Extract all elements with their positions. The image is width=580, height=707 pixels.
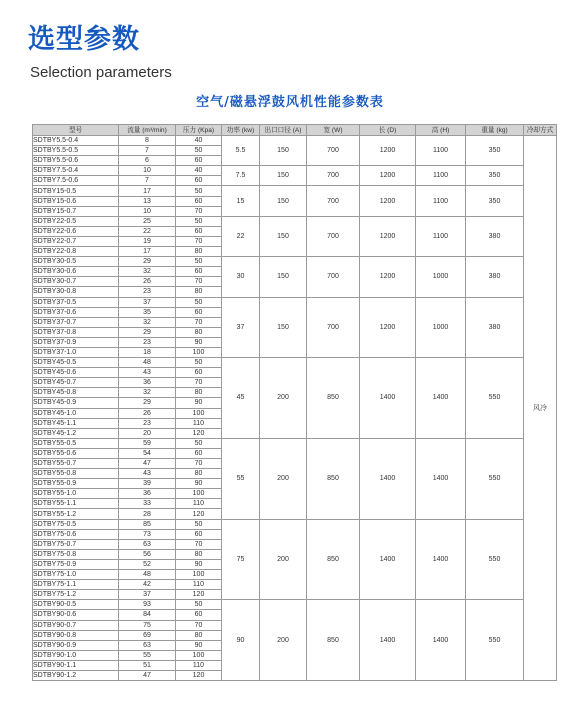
table-row xyxy=(33,438,557,448)
cell-width: 850 xyxy=(307,519,360,600)
cell-flow: 48 xyxy=(119,358,176,368)
cell-model: SDTBY37-0.7 xyxy=(33,317,119,327)
cell-model: SDTBY30-0.5 xyxy=(33,257,119,267)
cell-pressure: 80 xyxy=(176,247,222,257)
cell-model: SDTBY55-0.8 xyxy=(33,469,119,479)
cell-weight: 350 xyxy=(466,186,524,216)
cell-length: 1400 xyxy=(360,438,416,519)
cell-flow: 10 xyxy=(119,206,176,216)
cell-pressure: 90 xyxy=(176,640,222,650)
header-length: 长 (D) xyxy=(360,125,416,136)
cell-width: 700 xyxy=(307,186,360,216)
cell-pressure: 80 xyxy=(176,549,222,559)
header-weight: 重量 (kg) xyxy=(466,125,524,136)
cell-model: SDTBY22-0.7 xyxy=(33,236,119,246)
cell-model: SDTBY75-0.6 xyxy=(33,529,119,539)
cell-pressure: 120 xyxy=(176,670,222,680)
cell-cooling: 风冷 xyxy=(524,136,557,681)
cell-flow: 32 xyxy=(119,317,176,327)
cell-weight: 550 xyxy=(466,438,524,519)
cell-pressure: 50 xyxy=(176,519,222,529)
cell-height: 1400 xyxy=(416,358,466,439)
cell-pressure: 40 xyxy=(176,166,222,176)
cell-length: 1400 xyxy=(360,519,416,600)
table-row xyxy=(33,257,557,267)
cell-power: 15 xyxy=(222,186,260,216)
cell-model: SDTBY30-0.8 xyxy=(33,287,119,297)
cell-flow: 20 xyxy=(119,428,176,438)
cell-flow: 51 xyxy=(119,660,176,670)
cell-model: SDTBY90-0.6 xyxy=(33,610,119,620)
cell-model: SDTBY30-0.6 xyxy=(33,267,119,277)
cell-pressure: 90 xyxy=(176,337,222,347)
cell-flow: 48 xyxy=(119,570,176,580)
cell-width: 700 xyxy=(307,166,360,186)
cell-model: SDTBY22-0.8 xyxy=(33,247,119,257)
cell-length: 1400 xyxy=(360,358,416,439)
cell-model: SDTBY90-0.5 xyxy=(33,600,119,610)
cell-pressure: 110 xyxy=(176,499,222,509)
cell-height: 1400 xyxy=(416,519,466,600)
cell-model: SDTBY55-0.6 xyxy=(33,448,119,458)
cell-model: SDTBY7.5-0.6 xyxy=(33,176,119,186)
cell-flow: 18 xyxy=(119,347,176,357)
cell-model: SDTBY75-0.9 xyxy=(33,559,119,569)
cell-length: 1200 xyxy=(360,216,416,256)
cell-width: 700 xyxy=(307,216,360,256)
cell-outlet: 150 xyxy=(260,216,307,256)
cell-model: SDTBY45-0.7 xyxy=(33,378,119,388)
cell-pressure: 60 xyxy=(176,307,222,317)
cell-pressure: 60 xyxy=(176,196,222,206)
cell-length: 1400 xyxy=(360,600,416,681)
cell-pressure: 60 xyxy=(176,176,222,186)
cell-model: SDTBY55-0.7 xyxy=(33,459,119,469)
cell-outlet: 150 xyxy=(260,136,307,166)
cell-flow: 6 xyxy=(119,156,176,166)
cell-flow: 56 xyxy=(119,549,176,559)
cell-pressure: 50 xyxy=(176,186,222,196)
cell-outlet: 200 xyxy=(260,519,307,600)
header-width: 宽 (W) xyxy=(307,125,360,136)
cell-flow: 28 xyxy=(119,509,176,519)
cell-pressure: 70 xyxy=(176,539,222,549)
cell-model: SDTBY55-1.1 xyxy=(33,499,119,509)
cell-flow: 29 xyxy=(119,327,176,337)
cell-weight: 550 xyxy=(466,358,524,439)
cell-pressure: 100 xyxy=(176,408,222,418)
cell-length: 1200 xyxy=(360,186,416,216)
cell-model: SDTBY75-1.0 xyxy=(33,570,119,580)
cell-flow: 93 xyxy=(119,600,176,610)
cell-model: SDTBY90-0.9 xyxy=(33,640,119,650)
cell-pressure: 70 xyxy=(176,459,222,469)
cell-model: SDTBY75-1.1 xyxy=(33,580,119,590)
cell-length: 1200 xyxy=(360,166,416,186)
header-height: 高 (H) xyxy=(416,125,466,136)
cell-power: 7.5 xyxy=(222,166,260,186)
cell-model: SDTBY45-0.9 xyxy=(33,398,119,408)
cell-flow: 17 xyxy=(119,247,176,257)
cell-pressure: 40 xyxy=(176,136,222,146)
cell-model: SDTBY37-0.8 xyxy=(33,327,119,337)
cell-weight: 550 xyxy=(466,519,524,600)
cell-pressure: 60 xyxy=(176,610,222,620)
cell-width: 700 xyxy=(307,136,360,166)
cell-pressure: 50 xyxy=(176,257,222,267)
cell-model: SDTBY55-0.5 xyxy=(33,438,119,448)
cell-flow: 84 xyxy=(119,610,176,620)
cell-outlet: 200 xyxy=(260,600,307,681)
cell-power: 37 xyxy=(222,297,260,358)
cell-model: SDTBY22-0.6 xyxy=(33,226,119,236)
cell-pressure: 100 xyxy=(176,570,222,580)
cell-model: SDTBY55-1.0 xyxy=(33,489,119,499)
cell-flow: 26 xyxy=(119,277,176,287)
cell-flow: 43 xyxy=(119,469,176,479)
cell-flow: 37 xyxy=(119,590,176,600)
cell-model: SDTBY15-0.7 xyxy=(33,206,119,216)
table-row xyxy=(33,600,557,610)
cell-pressure: 70 xyxy=(176,620,222,630)
cell-flow: 17 xyxy=(119,186,176,196)
cell-model: SDTBY55-1.2 xyxy=(33,509,119,519)
cell-pressure: 70 xyxy=(176,378,222,388)
cell-model: SDTBY45-1.2 xyxy=(33,428,119,438)
cell-pressure: 80 xyxy=(176,327,222,337)
cell-pressure: 70 xyxy=(176,206,222,216)
cell-flow: 73 xyxy=(119,529,176,539)
cell-pressure: 110 xyxy=(176,660,222,670)
cell-flow: 26 xyxy=(119,408,176,418)
header-pressure: 压力 (Kpa) xyxy=(176,125,222,136)
cell-model: SDTBY55-0.9 xyxy=(33,479,119,489)
cell-flow: 22 xyxy=(119,226,176,236)
cell-power: 30 xyxy=(222,257,260,297)
table-row xyxy=(33,297,557,307)
cell-pressure: 60 xyxy=(176,156,222,166)
cell-model: SDTBY45-1.0 xyxy=(33,408,119,418)
cell-flow: 7 xyxy=(119,176,176,186)
table-row xyxy=(33,166,557,176)
cell-model: SDTBY15-0.5 xyxy=(33,186,119,196)
cell-flow: 47 xyxy=(119,670,176,680)
cell-flow: 23 xyxy=(119,337,176,347)
cell-height: 1400 xyxy=(416,438,466,519)
page-title: 选型参数 xyxy=(28,24,140,55)
cell-weight: 550 xyxy=(466,600,524,681)
table-title: 空气/磁悬浮鼓风机性能参数表 xyxy=(196,95,384,110)
table-row xyxy=(33,186,557,196)
cell-power: 22 xyxy=(222,216,260,256)
cell-pressure: 50 xyxy=(176,146,222,156)
cell-pressure: 50 xyxy=(176,358,222,368)
table-row xyxy=(33,519,557,529)
header-flow: 流量 (m³/min) xyxy=(119,125,176,136)
cell-model: SDTBY75-0.8 xyxy=(33,549,119,559)
cell-height: 1400 xyxy=(416,600,466,681)
cell-length: 1200 xyxy=(360,297,416,358)
cell-outlet: 150 xyxy=(260,186,307,216)
cell-pressure: 100 xyxy=(176,347,222,357)
cell-flow: 29 xyxy=(119,257,176,267)
cell-flow: 75 xyxy=(119,620,176,630)
cell-flow: 42 xyxy=(119,580,176,590)
cell-pressure: 60 xyxy=(176,529,222,539)
header-outlet: 出口口径 (A) xyxy=(260,125,307,136)
spec-table xyxy=(32,124,557,681)
cell-power: 45 xyxy=(222,358,260,439)
cell-model: SDTBY15-0.6 xyxy=(33,196,119,206)
cell-model: SDTBY45-0.6 xyxy=(33,368,119,378)
cell-power: 5.5 xyxy=(222,136,260,166)
cell-flow: 8 xyxy=(119,136,176,146)
cell-flow: 39 xyxy=(119,479,176,489)
cell-length: 1200 xyxy=(360,257,416,297)
cell-model: SDTBY7.5-0.4 xyxy=(33,166,119,176)
cell-pressure: 50 xyxy=(176,216,222,226)
cell-width: 850 xyxy=(307,600,360,681)
cell-height: 1000 xyxy=(416,297,466,358)
cell-model: SDTBY90-0.8 xyxy=(33,630,119,640)
cell-flow: 63 xyxy=(119,640,176,650)
cell-flow: 69 xyxy=(119,630,176,640)
cell-model: SDTBY45-0.5 xyxy=(33,358,119,368)
cell-model: SDTBY45-0.8 xyxy=(33,388,119,398)
cell-pressure: 60 xyxy=(176,368,222,378)
cell-weight: 350 xyxy=(466,166,524,186)
cell-model: SDTBY22-0.5 xyxy=(33,216,119,226)
cell-power: 90 xyxy=(222,600,260,681)
cell-flow: 47 xyxy=(119,459,176,469)
cell-height: 1000 xyxy=(416,257,466,297)
table-row xyxy=(33,358,557,368)
cell-flow: 43 xyxy=(119,368,176,378)
cell-flow: 36 xyxy=(119,489,176,499)
cell-flow: 35 xyxy=(119,307,176,317)
cell-model: SDTBY37-1.0 xyxy=(33,347,119,357)
cell-flow: 52 xyxy=(119,559,176,569)
cell-pressure: 50 xyxy=(176,297,222,307)
cell-pressure: 80 xyxy=(176,469,222,479)
cell-model: SDTBY75-0.7 xyxy=(33,539,119,549)
cell-flow: 37 xyxy=(119,297,176,307)
cell-height: 1100 xyxy=(416,136,466,166)
cell-pressure: 70 xyxy=(176,317,222,327)
page-subtitle: Selection parameters xyxy=(30,64,172,81)
cell-pressure: 90 xyxy=(176,479,222,489)
cell-pressure: 90 xyxy=(176,559,222,569)
cell-outlet: 150 xyxy=(260,297,307,358)
cell-model: SDTBY37-0.5 xyxy=(33,297,119,307)
cell-weight: 380 xyxy=(466,297,524,358)
header-cooling: 冷却方式 xyxy=(524,125,557,136)
table-row xyxy=(33,216,557,226)
cell-flow: 85 xyxy=(119,519,176,529)
cell-pressure: 120 xyxy=(176,590,222,600)
cell-flow: 33 xyxy=(119,499,176,509)
cell-model: SDTBY90-1.2 xyxy=(33,670,119,680)
cell-flow: 23 xyxy=(119,287,176,297)
cell-flow: 7 xyxy=(119,146,176,156)
cell-outlet: 150 xyxy=(260,166,307,186)
cell-flow: 32 xyxy=(119,388,176,398)
cell-pressure: 80 xyxy=(176,388,222,398)
cell-flow: 13 xyxy=(119,196,176,206)
cell-flow: 19 xyxy=(119,236,176,246)
cell-pressure: 60 xyxy=(176,448,222,458)
cell-pressure: 120 xyxy=(176,509,222,519)
cell-width: 850 xyxy=(307,358,360,439)
cell-width: 850 xyxy=(307,438,360,519)
cell-outlet: 200 xyxy=(260,358,307,439)
table-row xyxy=(33,136,557,146)
table-body xyxy=(33,136,557,681)
cell-model: SDTBY90-0.7 xyxy=(33,620,119,630)
cell-model: SDTBY5.5-0.6 xyxy=(33,156,119,166)
cell-weight: 350 xyxy=(466,136,524,166)
cell-model: SDTBY90-1.1 xyxy=(33,660,119,670)
cell-model: SDTBY75-1.2 xyxy=(33,590,119,600)
cell-pressure: 60 xyxy=(176,226,222,236)
cell-outlet: 200 xyxy=(260,438,307,519)
cell-height: 1100 xyxy=(416,166,466,186)
cell-model: SDTBY37-0.9 xyxy=(33,337,119,347)
cell-width: 700 xyxy=(307,257,360,297)
cell-model: SDTBY5.5-0.5 xyxy=(33,146,119,156)
cell-model: SDTBY45-1.1 xyxy=(33,418,119,428)
cell-flow: 59 xyxy=(119,438,176,448)
cell-length: 1200 xyxy=(360,136,416,166)
cell-model: SDTBY90-1.0 xyxy=(33,650,119,660)
cell-pressure: 50 xyxy=(176,600,222,610)
cell-power: 55 xyxy=(222,438,260,519)
cell-pressure: 110 xyxy=(176,418,222,428)
cell-model: SDTBY75-0.5 xyxy=(33,519,119,529)
cell-outlet: 150 xyxy=(260,257,307,297)
cell-flow: 23 xyxy=(119,418,176,428)
cell-pressure: 100 xyxy=(176,650,222,660)
cell-pressure: 80 xyxy=(176,287,222,297)
cell-flow: 29 xyxy=(119,398,176,408)
cell-flow: 55 xyxy=(119,650,176,660)
cell-power: 75 xyxy=(222,519,260,600)
cell-flow: 25 xyxy=(119,216,176,226)
cell-flow: 63 xyxy=(119,539,176,549)
cell-flow: 36 xyxy=(119,378,176,388)
cell-flow: 10 xyxy=(119,166,176,176)
cell-pressure: 70 xyxy=(176,277,222,287)
cell-width: 700 xyxy=(307,297,360,358)
header-model: 型号 xyxy=(33,125,119,136)
cell-pressure: 80 xyxy=(176,630,222,640)
cell-flow: 32 xyxy=(119,267,176,277)
cell-height: 1100 xyxy=(416,186,466,216)
cell-model: SDTBY37-0.6 xyxy=(33,307,119,317)
header-power: 功率 (kw) xyxy=(222,125,260,136)
table-header-row xyxy=(33,125,557,136)
cell-pressure: 60 xyxy=(176,267,222,277)
cell-height: 1100 xyxy=(416,216,466,256)
cell-pressure: 100 xyxy=(176,489,222,499)
cell-weight: 380 xyxy=(466,216,524,256)
cell-pressure: 120 xyxy=(176,428,222,438)
cell-model: SDTBY5.5-0.4 xyxy=(33,136,119,146)
cell-model: SDTBY30-0.7 xyxy=(33,277,119,287)
cell-pressure: 90 xyxy=(176,398,222,408)
cell-pressure: 110 xyxy=(176,580,222,590)
cell-pressure: 50 xyxy=(176,438,222,448)
cell-pressure: 70 xyxy=(176,236,222,246)
cell-weight: 380 xyxy=(466,257,524,297)
cell-flow: 54 xyxy=(119,448,176,458)
